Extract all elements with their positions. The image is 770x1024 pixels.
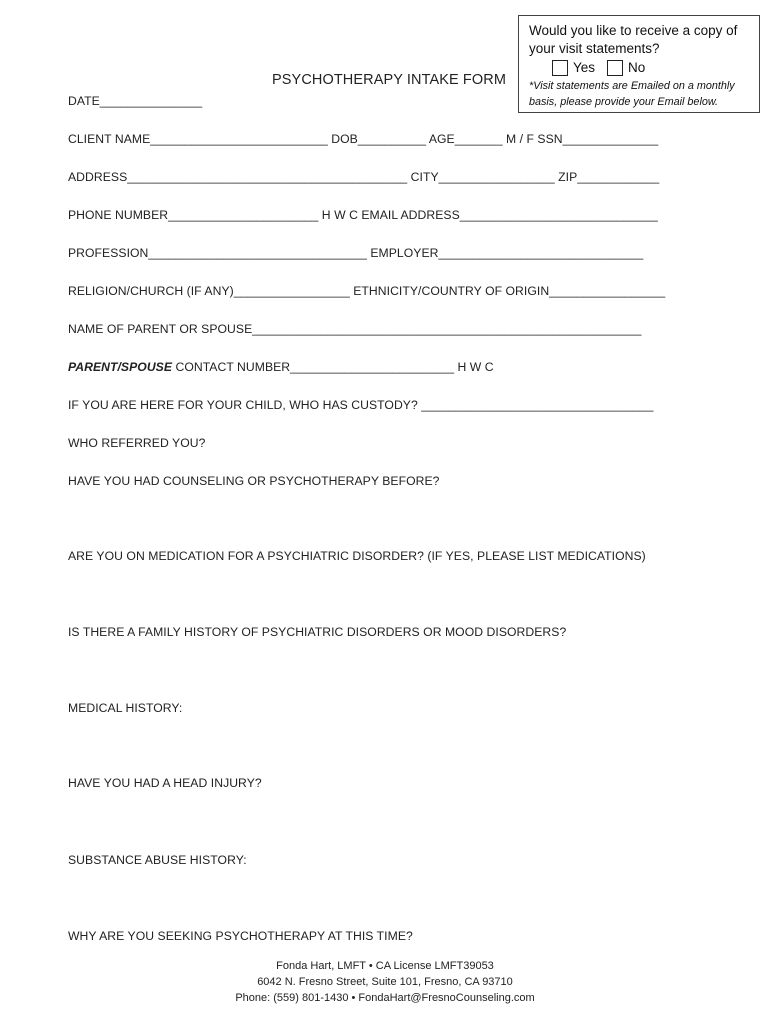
statement-copy-box bbox=[518, 15, 760, 113]
medical-history-question: MEDICAL HISTORY: bbox=[68, 701, 183, 715]
religion-ethnicity-line[interactable]: RELIGION/CHURCH (IF ANY)_________________ ETHNICITY/COUNTRY OF ORIGIN_________________ bbox=[68, 284, 666, 298]
no-label: No bbox=[628, 60, 646, 75]
substance-abuse-question: SUBSTANCE ABUSE HISTORY: bbox=[68, 853, 247, 867]
footer-provider: Fonda Hart, LMFT • CA License LMFT39053 bbox=[276, 960, 494, 972]
statement-copy-question: Would you like to receive a copy of your visit statements? bbox=[529, 23, 738, 56]
contact-number-label: CONTACT NUMBER________________________ H W C bbox=[172, 360, 494, 374]
profession-employer-line[interactable]: PROFESSION________________________________ EMPLOYER______________________________ bbox=[68, 246, 644, 260]
parent-spouse-name-line[interactable]: NAME OF PARENT OR SPOUSE_________________________________________________________ bbox=[68, 322, 642, 336]
custody-line[interactable]: IF YOU ARE HERE FOR YOUR CHILD, WHO HAS CUSTODY? __________________________________ bbox=[68, 398, 654, 412]
yes-label: Yes bbox=[573, 60, 596, 75]
no-checkbox[interactable] bbox=[607, 60, 623, 76]
head-injury-question: HAVE YOU HAD A HEAD INJURY? bbox=[68, 776, 262, 790]
statement-email-note: *Visit statements are Emailed on a monthly basis, please provide your Email below. bbox=[529, 80, 735, 108]
footer-contact: Phone: (559) 801-1430 • FondaHart@FresnoCounseling.com bbox=[235, 992, 535, 1004]
phone-email-line[interactable]: PHONE NUMBER______________________ H W C EMAIL ADDRESS_____________________________ bbox=[68, 208, 658, 222]
referred-question: WHO REFERRED YOU? bbox=[68, 436, 206, 450]
footer-address: 6042 N. Fresno Street, Suite 101, Fresno, CA 93710 bbox=[257, 976, 513, 988]
parent-spouse-contact-line[interactable] bbox=[68, 360, 494, 374]
yes-checkbox[interactable] bbox=[552, 60, 568, 76]
date-field[interactable]: DATE_______________ bbox=[68, 94, 203, 108]
form-title: PSYCHOTHERAPY INTAKE FORM bbox=[272, 72, 506, 88]
counseling-question: HAVE YOU HAD COUNSELING OR PSYCHOTHERAPY BEFORE? bbox=[68, 474, 440, 488]
parent-spouse-label: PARENT/SPOUSE bbox=[68, 360, 173, 374]
reason-question: WHY ARE YOU SEEKING PSYCHOTHERAPY AT THIS TIME? bbox=[68, 929, 413, 943]
medication-question: ARE YOU ON MEDICATION FOR A PSYCHIATRIC DISORDER? (IF YES, PLEASE LIST MEDICATIONS) bbox=[68, 549, 646, 563]
address-line[interactable]: ADDRESS_________________________________________ CITY_________________ ZIP____________ bbox=[68, 170, 660, 184]
family-history-question: IS THERE A FAMILY HISTORY OF PSYCHIATRIC DISORDERS OR MOOD DISORDERS? bbox=[68, 625, 567, 639]
client-info-line[interactable]: CLIENT NAME__________________________ DOB__________ AGE_______ M / F SSN______________ bbox=[68, 132, 659, 146]
